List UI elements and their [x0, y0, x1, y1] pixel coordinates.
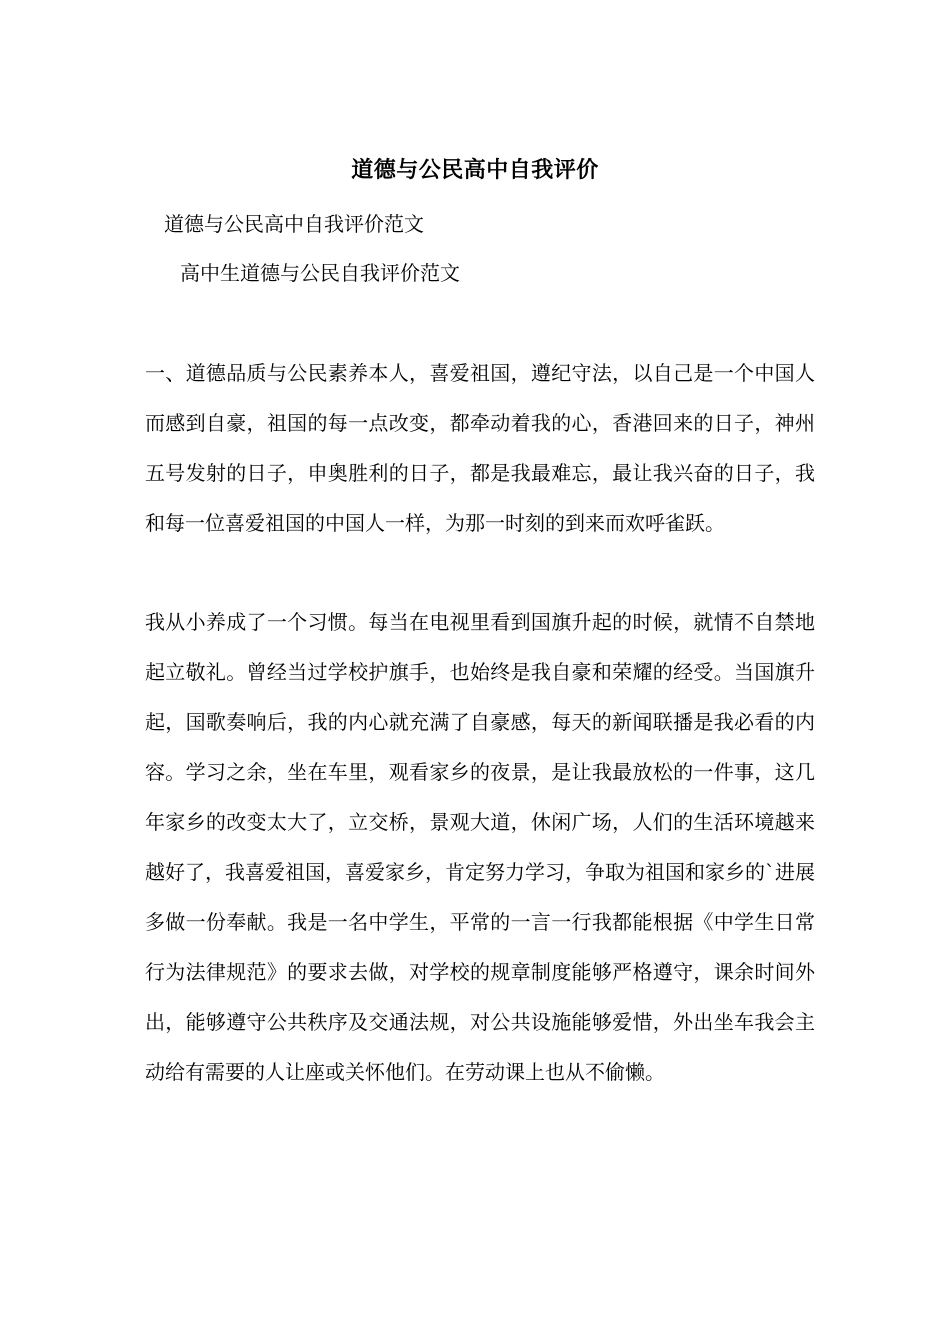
document-subtitle-2: 高中生道德与公民自我评价范文 [180, 261, 460, 285]
paragraph-2: 我从小养成了一个习惯。每当在电视里看到国旗升起的时候，就情不自禁地起立敬礼。曾经当过学校护旗手，也始终是我自豪和荣耀的经受。当国旗升起，国歌奏响后，我的内心就充满了自豪感，每天的新闻联播是我必看的内容。学习之余，坐在车里，观看家乡的夜景，是让我最放松的一件事，这几年家乡的改变太大了，立交桥，景观大道，休闲广场，人们的生活环境越来越好了，我喜爱祖国，喜爱家乡，肯定努力学习，争取为祖国和家乡的`进展多做一份奉献。我是一名中学生，平常的一言一行我都能根据《中学生日常行为法律规范》的要求去做，对学校的规章制度能够严格遵守，课余时间外出，能够遵守公共秩序及交通法规，对公共设施能够爱惜，外出坐车我会主动给有需要的人让座或关怀他们。在劳动课上也从不偷懒。 [145, 610, 815, 1084]
document-subtitle-1: 道德与公民高中自我评价范文 [164, 212, 424, 236]
document-title: 道德与公民高中自我评价 [351, 157, 599, 183]
paragraph-1: 一、道德品质与公民素养本人，喜爱祖国，遵纪守法，以自己是一个中国人而感到自豪，祖国的每一点改变，都牵动着我的心，香港回来的日子，神州五号发射的日子，申奥胜利的日子，都是我最难忘，最让我兴奋的日子，我和每一位喜爱祖国的中国人一样，为那一时刻的到来而欢呼雀跃。 [145, 361, 815, 535]
